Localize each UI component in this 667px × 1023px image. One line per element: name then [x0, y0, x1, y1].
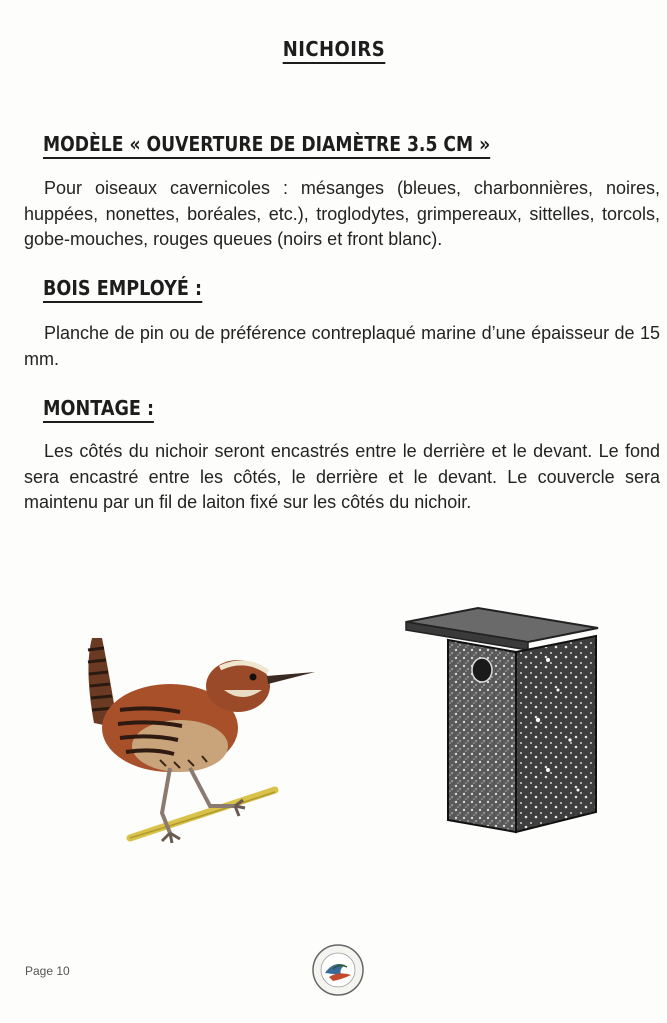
eye — [250, 674, 257, 681]
assembly-paragraph: Les côtés du nichoir seront encastrés entre le derrière et le devant. Le fond sera encastré entre les côtés, le derrière et le devant. Le couvercle sera maintenu par un fil de laiton fixé sur les côtés du nichoir. — [24, 441, 660, 512]
association-logo — [311, 943, 365, 997]
page-number: Page 10 — [25, 964, 70, 978]
leg-right — [190, 768, 235, 806]
assembly-heading — [43, 396, 154, 423]
model-paragraph: Pour oiseaux cavernicoles : mésanges (bleues, charbonnières, noires, huppées, nonettes, boréales, etc.), troglodytes, grimpereaux, sittelles, torcols, gobe-mouches, rouges queues (noirs et front blanc). — [24, 178, 660, 249]
beak — [267, 672, 315, 684]
page-title — [0, 37, 667, 64]
entrance-hole — [472, 658, 492, 682]
wood-paragraph: Planche de pin ou de préférence contreplaqué marine d’une épaisseur de 15 mm. — [24, 323, 660, 369]
model-heading-text: MODÈLE « OUVERTURE DE DIAMÈTRE 3.5 CM » — [43, 132, 490, 159]
wood-heading-text: BOIS EMPLOYÉ : — [43, 276, 202, 303]
wood-heading — [43, 276, 202, 303]
roof — [406, 608, 598, 642]
model-heading — [43, 132, 490, 159]
wren-illustration — [70, 628, 330, 858]
nest-box-illustration — [398, 600, 608, 840]
page-title-text: NICHOIRS — [282, 37, 384, 64]
assembly-heading-text: MONTAGE : — [43, 396, 154, 423]
side-panel — [516, 636, 596, 832]
